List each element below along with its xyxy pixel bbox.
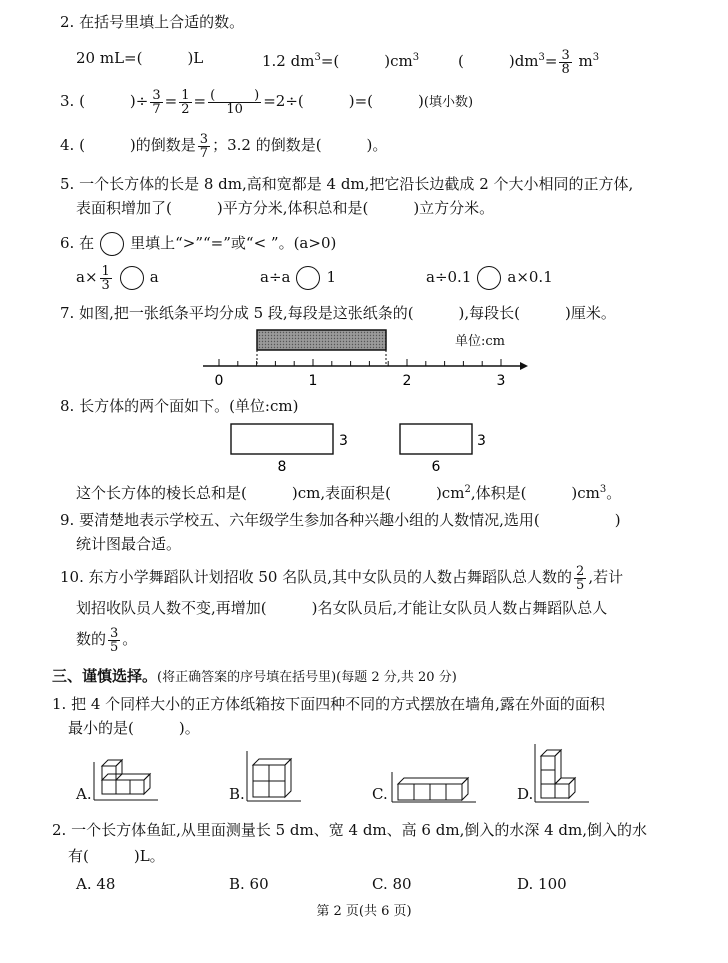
c2-line2: 有( )L。	[68, 847, 165, 865]
option-c-label: C.	[372, 785, 388, 803]
q2-part-a: 20 mL=( )L	[76, 49, 204, 67]
q3-line: 3. ( )÷ $\frac{3}{7}$ = $\frac{1}{2}$ = $\frac{( )}{10}$ =2÷( )=( )(填小数)	[60, 87, 474, 117]
tick-label-2: 2	[402, 373, 412, 389]
q8-answer-line: 这个长方体的棱长总和是( )cm,表面积是( )$cm^2$,体积是( )$cm^3$。	[76, 484, 622, 502]
paper-strip	[257, 330, 386, 350]
c2-option-b: B. 60	[229, 875, 269, 893]
tick-label-1: 1	[308, 373, 318, 389]
option-d-label: D.	[517, 785, 534, 803]
c2-option-d: D. 100	[517, 875, 567, 893]
tick-label-3: 3	[496, 373, 506, 389]
q6-expr-3: a÷0.1 a×0.1	[426, 262, 553, 292]
q9-line2: 统计图最合适。	[76, 535, 182, 553]
q6-expr-1: a× $\frac{1}{3}$ a	[76, 263, 159, 293]
c2-line1: 2. 一个长方体鱼缸,从里面测量长 5 dm、宽 4 dm、高 6 dm,倒入的水深 4 dm,倒入的水	[52, 821, 648, 839]
option-a-cubes	[92, 750, 162, 810]
q10-line3: 数的 $\frac{3}{5}$ 。	[76, 625, 138, 655]
page-footer: 第 2 页(共 6 页)	[316, 904, 412, 919]
compare-circle-icon	[100, 232, 124, 256]
face1-height: 3	[339, 433, 348, 449]
axis-arrow-icon	[520, 362, 528, 370]
q2-fraction: $\frac{3}{8}$	[561, 47, 570, 77]
q8-title: 8. 长方体的两个面如下。(单位:cm)	[60, 397, 299, 415]
c1-line1: 1. 把 4 个同样大小的正方体纸箱按下面四种不同的方式摆放在墙角,露在外面的面积	[52, 695, 605, 713]
compare-circle-icon	[120, 266, 144, 290]
q6-instruction: 6. 在 里填上“>”“=”或“< ”。(a>0)	[60, 230, 336, 256]
c1-line2: 最小的是( )。	[68, 719, 200, 737]
face-rect-2	[400, 424, 472, 454]
face2-height: 3	[477, 433, 486, 449]
compare-circle-icon	[296, 266, 320, 290]
q10-line2: 划招收队员人数不变,再增加( )名女队员后,才能让女队员人数占舞蹈队总人	[76, 599, 608, 617]
c2-option-c: C. 80	[372, 875, 412, 893]
q8-faces-figure	[225, 420, 505, 475]
q6-expr-2: a÷a 1	[260, 262, 336, 292]
option-a-label: A.	[76, 785, 92, 803]
face2-width: 6	[431, 459, 441, 475]
q5-line1: 5. 一个长方体的长是 8 dm,高和宽都是 4 dm,把它沿长边截成 2 个大小相同的正方体,	[60, 175, 634, 193]
q10-line1: 10. 东方小学舞蹈队计划招收 50 名队员,其中女队员的人数占舞蹈队总人数的 $\frac{2}{5}$ ,若计	[60, 563, 624, 593]
q2-part-c: ( )$dm^3=$ $\frac{3}{8}$ $m^3$	[458, 47, 600, 77]
q9-line1: 9. 要清楚地表示学校五、六年级学生参加各种兴趣小组的人数情况,选用( )	[60, 511, 621, 529]
c2-option-a: A. 48	[76, 875, 116, 893]
face-rect-1	[231, 424, 333, 454]
compare-circle-icon	[477, 266, 501, 290]
number-line-figure	[195, 322, 530, 392]
q5-line2: 表面积增加了( )平方分米,体积总和是( )立方分米。	[76, 199, 495, 217]
q2-part-b: 1.2 $dm^3=$( )$cm^3$	[262, 52, 420, 70]
option-b-label: B.	[229, 785, 245, 803]
option-d-cubes	[533, 740, 593, 812]
q7-text: 7. 如图,把一张纸条平均分成 5 段,每段是这张纸条的( ),每段长( )厘米。	[60, 304, 616, 322]
option-b-cubes	[245, 745, 305, 810]
option-c-cubes	[390, 760, 480, 810]
tick-label-0: 0	[214, 373, 224, 389]
section3-header: 三、谨慎选择。(将正确答案的序号填在括号里)(每题 2 分,共 20 分)	[52, 667, 457, 685]
q4-line: 4. ( )的倒数是 $\frac{3}{7}$ ；3.2 的倒数是( )。	[60, 131, 388, 161]
q7-unit: 单位:cm	[455, 334, 505, 349]
q2-title: 2. 在括号里填上合适的数。	[60, 13, 245, 31]
face1-width: 8	[277, 459, 287, 475]
